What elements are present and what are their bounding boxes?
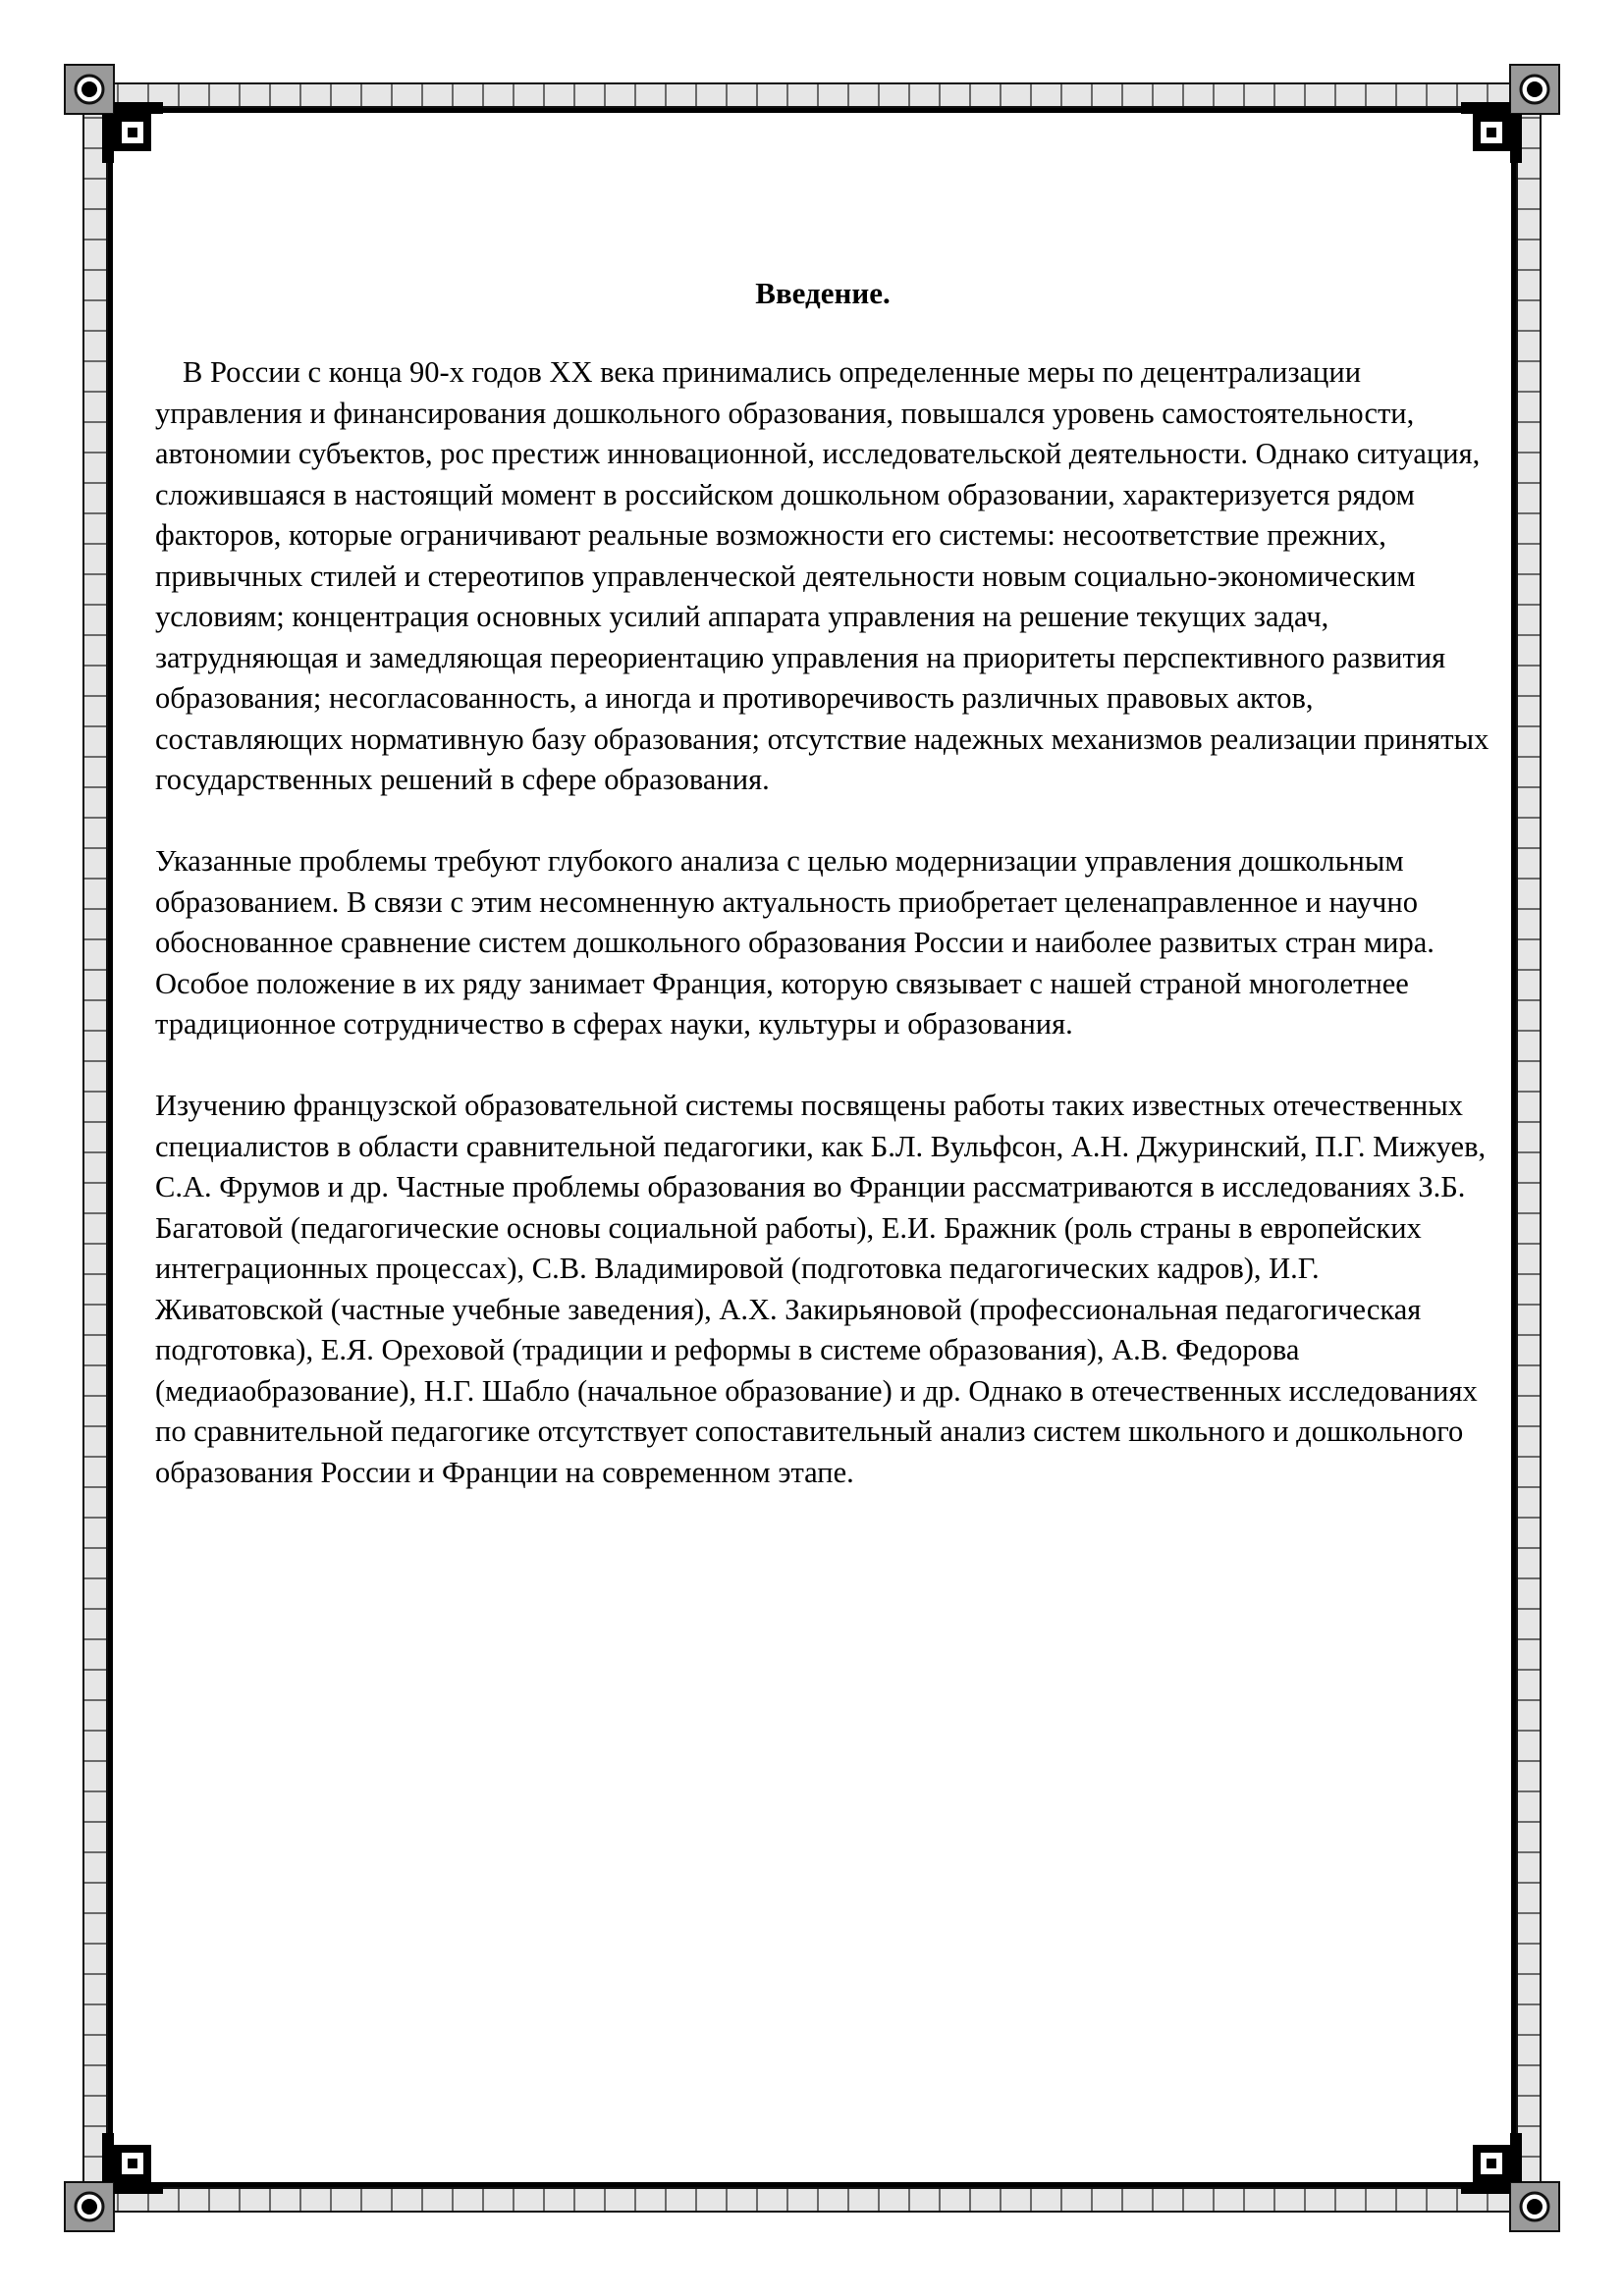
border-strip-bottom: [86, 2187, 1542, 2213]
paragraph: В России с конца 90-х годов XX века принимались определенные меры по децентрализации управления и финансирования дошкольного образования, повышался уровень самостоятельности, автономии субъектов, рос престиж инновационной, исследовательской деятельности. Однако ситуация, сложившаяся в настоящий момент в российском дошкольном образовании, характеризуется рядом факторов, которые ограничивают реальные возможности его системы: несоответствие прежних, привычных стилей и стереотипов управленческой деятельности новым социально-экономическим условиям; концентрация основных усилий аппарата управления на решение текущих задач, затрудняющая и замедляющая переориентацию управления на приоритеты перспективного развития образования; несогласованность, а иногда и противоречивость различных правовых актов, составляющих нормативную базу образования; отсутствие надежных механизмов реализации принятых государственных решений в сфере образования.: [155, 355, 1489, 796]
document-body: [155, 273, 1490, 1534]
corner-ornament-icon: [63, 63, 171, 171]
page-title: Введение.: [755, 276, 891, 310]
border-strip-left: [82, 86, 108, 2209]
border-strip-right: [1516, 86, 1542, 2209]
paragraph: Указанные проблемы требуют глубокого анализа с целью модернизации управления дошкольным образованием. В связи с этим несомненную актуальность приобретает целенаправленное и научно обоснованное сравнение систем дошкольного образования России и наиболее развитых стран мира. Особое положение в их ряду занимает Франция, которую связывает с нашей страной многолетнее традиционное сотрудничество в сферах науки, культуры и образования.: [155, 844, 1435, 1041]
corner-ornament-icon: [63, 2125, 171, 2233]
border-strip-top: [86, 82, 1542, 108]
corner-ornament-icon: [1453, 2125, 1561, 2233]
paragraph: Изучению французской образовательной системы посвящены работы таких известных отечественных специалистов в области сравнительной педагогики, как Б.Л. Вульфсон, А.Н. Джуринский, П.Г. Мижуев, С.А. Фрумов и др. Частные проблемы образования во Франции рассматриваются в исследованиях З.Б. Багатовой (педагогические основы социальной работы), Е.И. Бражник (роль страны в европейских интеграционных процессах), С.В. Владимировой (подготовка педагогических кадров), И.Г. Живатовской (частные учебные заведения), А.Х. Закирьяновой (профессиональная педагогическая подготовка), Е.Я. Ореховой (традиции и реформы в системе образования), А.В. Федорова (медиаобразование), Н.Г. Шабло (начальное образование) и др. Однако в отечественных исследованиях по сравнительной педагогике отсутствует сопоставительный анализ систем школьного и дошкольного образования России и Франции на современном этапе.: [155, 1089, 1487, 1489]
corner-ornament-icon: [1453, 63, 1561, 171]
